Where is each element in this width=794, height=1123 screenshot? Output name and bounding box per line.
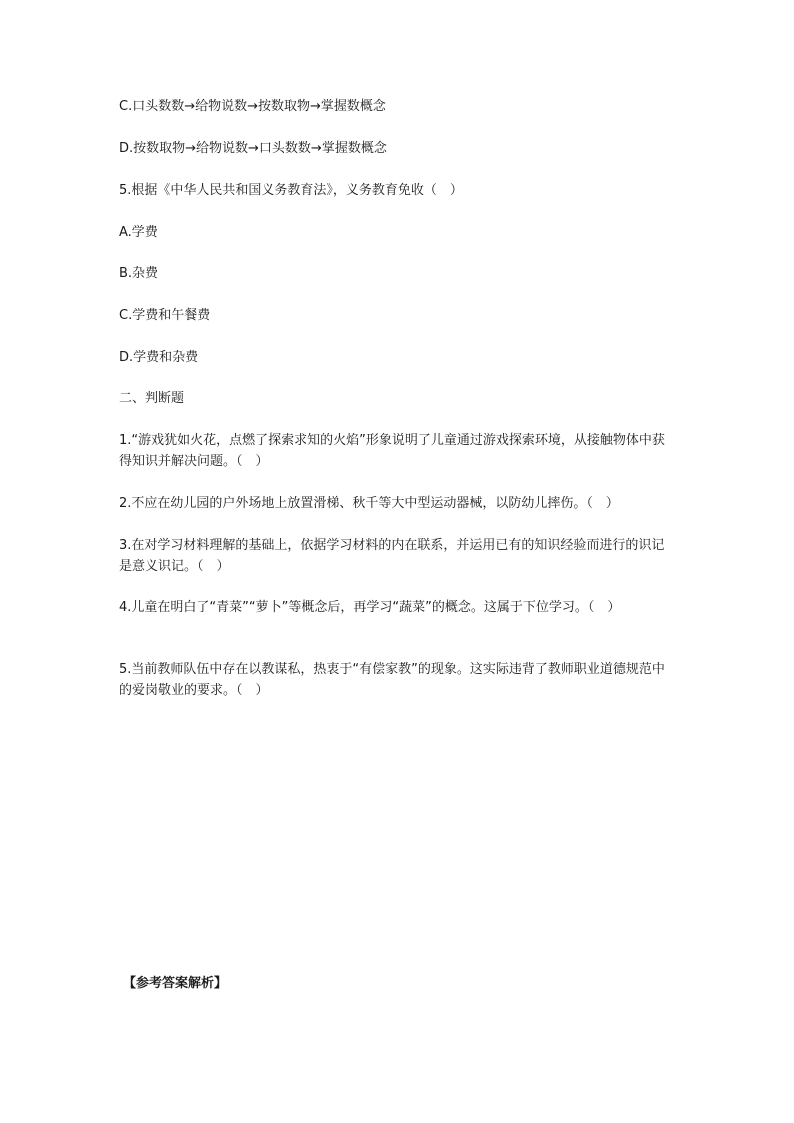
option-d-prev: D.按数取物→给物说数→口头数数→掌握数概念 [119, 141, 387, 156]
option-c-prev: C.口头数数→给物说数→按数取物→掌握数概念 [119, 99, 386, 114]
question-5-stem: 5.根据《中华人民共和国义务教育法》，义务教育免收（ ） [119, 183, 463, 198]
question-5-option-d: D.学费和杂费 [119, 350, 199, 365]
question-5-option-a: A.学费 [119, 225, 158, 240]
question-5-option-b: B.杂费 [119, 266, 159, 281]
answer-section-title: 【参考答案解析】 [123, 976, 228, 991]
judgment-item-5: 5.当前教师队伍中存在以教谋私，热衷于“有偿家教”的现象。这实际违背了教师职业道德规范中的爱岗敬业的要求。（ ） [119, 662, 665, 698]
question-5-option-c: C.学费和午餐费 [119, 308, 211, 323]
judgment-item-2: 2.不应在幼儿园的户外场地上放置滑梯、秋千等大中型运动器械，以防幼儿摔伤。（ ） [119, 496, 619, 511]
judgment-item-1: 1.“游戏犹如火花，点燃了探索求知的火焰”形象说明了儿童通过游戏探索环境，从接触物体中获得知识并解决问题。（ ） [119, 433, 665, 469]
section-title-judgment: 二、判断题 [119, 391, 185, 406]
judgment-item-4: 4.儿童在明白了“青菜”“萝卜”等概念后，再学习“蔬菜”的概念。这属于下位学习。（ ） [119, 600, 621, 615]
judgment-item-3: 3.在对学习材料理解的基础上，依据学习材料的内在联系，并运用已有的知识经验而进行的识记是意义识记。（ ） [119, 538, 665, 574]
